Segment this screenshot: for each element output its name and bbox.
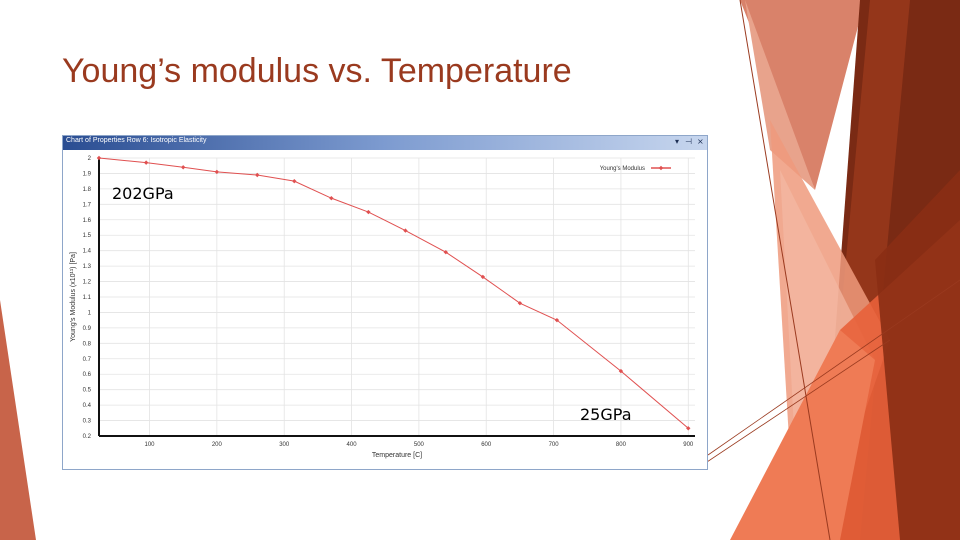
x-axis-title: Temperature [C]: [371, 452, 423, 459]
y-tick-label: 0.5: [82, 387, 91, 394]
y-tick-label: 1.9: [82, 171, 91, 178]
x-tick-label: 700: [548, 442, 559, 448]
data-point: [97, 156, 101, 160]
y-axis-title: Young's Modulus (x10¹¹) [Pa]: [70, 252, 77, 342]
series-line: [99, 158, 688, 428]
y-tick-label: 1.4: [82, 248, 91, 255]
close-icon[interactable]: ×: [697, 137, 704, 146]
data-point: [292, 179, 296, 183]
data-point: [181, 165, 185, 169]
legend-marker: [659, 166, 663, 170]
pin-icon[interactable]: ⊣: [685, 137, 692, 146]
x-tick-label: 200: [211, 442, 222, 448]
data-point: [329, 196, 333, 200]
data-point: [403, 228, 407, 232]
y-tick-label: 0.3: [82, 418, 91, 425]
y-tick-label: 0.2: [82, 434, 91, 440]
y-tick-label: 1: [87, 310, 91, 317]
left-decorative-shape: [0, 0, 40, 540]
y-tick-label: 1.6: [82, 217, 91, 224]
data-point: [366, 210, 370, 214]
x-tick-label: 400: [346, 442, 357, 448]
x-tick-label: 100: [144, 442, 155, 448]
x-tick-label: 900: [683, 442, 694, 448]
y-tick-label: 0.9: [82, 325, 91, 332]
y-tick-label: 1.8: [82, 186, 91, 193]
dropdown-arrow-icon[interactable]: ▾: [675, 137, 680, 146]
x-tick-label: 300: [279, 442, 290, 448]
legend-label: Young's Modulus: [599, 166, 645, 172]
y-tick-label: 1.1: [82, 295, 91, 301]
x-tick-label: 600: [481, 442, 492, 448]
y-tick-label: 1.7: [82, 202, 91, 209]
y-tick-label: 0.4: [82, 403, 91, 410]
x-tick-label: 800: [615, 442, 626, 448]
x-tick-label: 500: [413, 442, 424, 448]
y-tick-label: 1.5: [82, 233, 91, 240]
y-tick-label: 0.7: [82, 356, 91, 363]
data-point: [144, 160, 148, 164]
window-titlebar[interactable]: [63, 136, 707, 150]
right-decorative-artwork: [700, 0, 960, 540]
slide-title: Young’s modulus vs. Temperature: [62, 52, 572, 90]
y-tick-label: 0.8: [82, 341, 91, 348]
y-tick-label: 2: [87, 156, 91, 162]
y-tick-label: 1.3: [82, 264, 91, 271]
annotation-min-value: 25GPa: [580, 405, 632, 424]
annotation-max-value: 202GPa: [112, 184, 174, 203]
window-title: Chart of Properties Row 6: Isotropic Elasticity: [66, 137, 207, 144]
y-tick-label: 1.2: [82, 279, 91, 286]
y-tick-label: 0.6: [82, 372, 91, 379]
